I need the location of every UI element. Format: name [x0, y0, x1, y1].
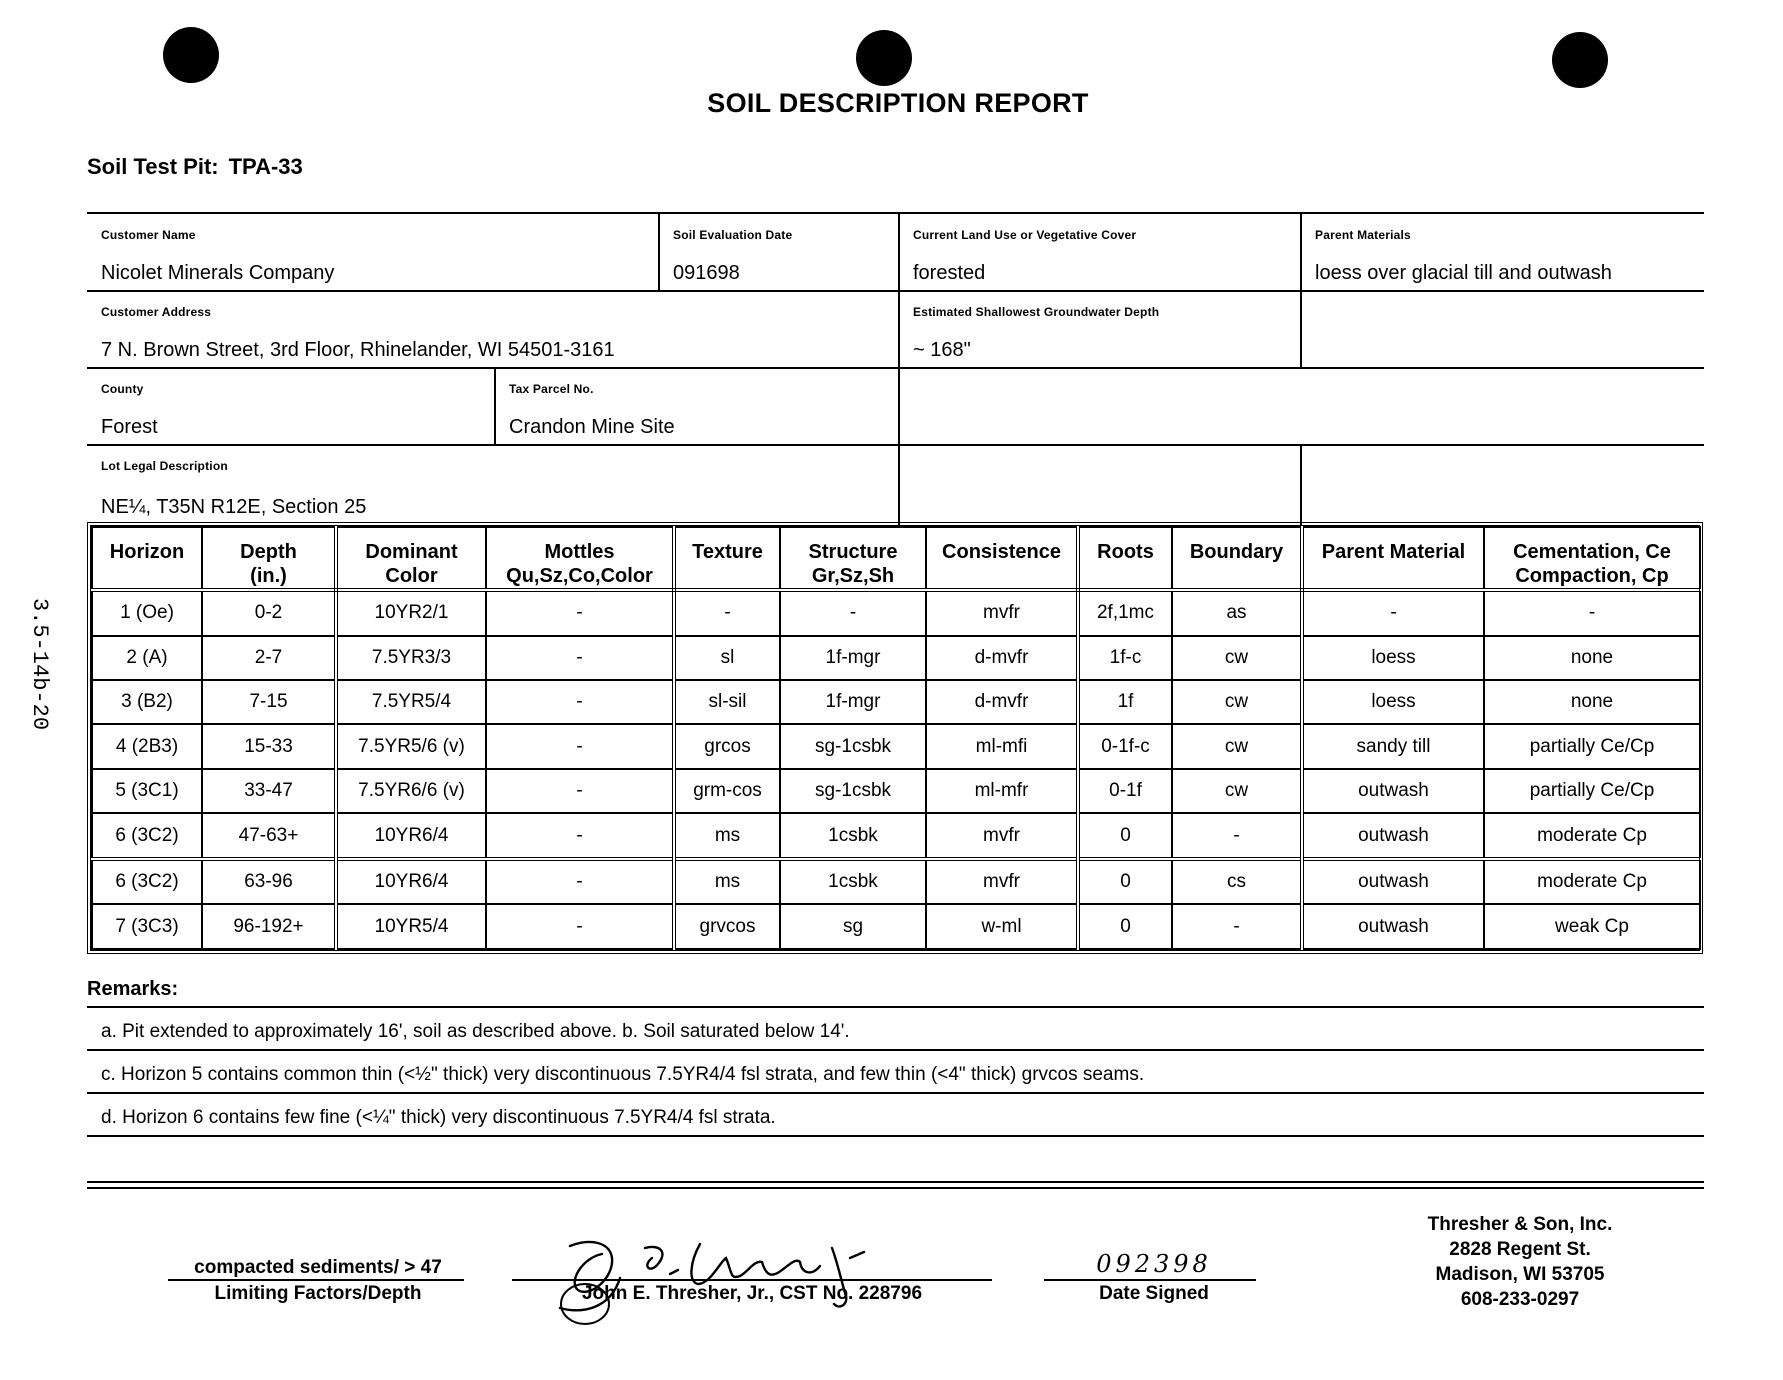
cell-cementation: none — [1484, 680, 1700, 724]
parent-materials-value: loess over glacial till and outwash — [1315, 262, 1612, 284]
cell-structure: sg-1csbk — [780, 769, 926, 813]
grid-line — [87, 444, 1704, 446]
table-row — [92, 680, 1700, 724]
county-cell — [87, 368, 495, 445]
cell-horizon: 5 (3C1) — [92, 769, 202, 813]
cell-depth: 0-2 — [202, 590, 336, 636]
cell-consistence: mvfr — [926, 590, 1078, 636]
cell-roots: 1f — [1078, 680, 1172, 724]
cell-mottles: - — [486, 680, 674, 724]
cell-roots: 1f-c — [1078, 636, 1172, 680]
cell-dominant-color: 7.5YR5/6 (v) — [336, 724, 486, 768]
cell-parent-material: outwash — [1302, 904, 1484, 949]
cell-parent-material: outwash — [1302, 859, 1484, 905]
remark-line-d: d. Horizon 6 contains few fine (<¼" thick) very discontinuous 7.5YR4/4 fsl strata. — [101, 1107, 776, 1128]
table-body — [92, 590, 1700, 949]
cell-boundary: - — [1172, 904, 1302, 949]
cell-cementation: partially Ce/Cp — [1484, 769, 1700, 813]
cell-parent-material: outwash — [1302, 769, 1484, 813]
cell-dominant-color: 7.5YR3/3 — [336, 636, 486, 680]
col-header-parent-material: Parent Material — [1302, 527, 1484, 590]
parent-materials-cell — [1301, 214, 1704, 291]
cell-depth: 33-47 — [202, 769, 336, 813]
col-header-horizon: Horizon — [92, 527, 202, 590]
table-row — [92, 813, 1700, 859]
grid-line — [898, 214, 900, 525]
cell-depth: 15-33 — [202, 724, 336, 768]
cell-structure: 1csbk — [780, 859, 926, 905]
remarks-rule — [87, 1135, 1704, 1137]
customer-address-value: 7 N. Brown Street, 3rd Floor, Rhinelander, WI 54501-3161 — [101, 339, 615, 361]
grid-line — [1300, 214, 1302, 368]
cell-mottles: - — [486, 724, 674, 768]
signature-text: John E. Thresher Jr. — [750, 1230, 758, 1231]
cell-texture: ms — [674, 813, 780, 859]
remark-line-c: c. Horizon 5 contains common thin (<½" thick) very discontinuous 7.5YR4/4 fsl strata, and few thin (<4" thick) grvcos seams. — [101, 1064, 1145, 1085]
cell-cementation: weak Cp — [1484, 904, 1700, 949]
parent-materials-label: Parent Materials — [1315, 228, 1411, 242]
groundwater-depth-value: ~ 168" — [913, 339, 971, 361]
col-header-cementation: Cementation, Ce Compaction, Cp — [1484, 527, 1700, 590]
col-header-texture: Texture — [674, 527, 780, 590]
evaluation-date-value: 091698 — [673, 262, 740, 284]
cell-dominant-color: 10YR6/4 — [336, 813, 486, 859]
cell-consistence: ml-mfi — [926, 724, 1078, 768]
table-row — [92, 636, 1700, 680]
remarks-rule — [87, 1006, 1704, 1008]
land-use-cell — [899, 214, 1301, 291]
grid-line — [87, 290, 1704, 292]
date-signed-value: 092398 — [1096, 1250, 1212, 1278]
customer-address-label: Customer Address — [101, 305, 212, 319]
cell-consistence: ml-mfr — [926, 769, 1078, 813]
company-city: Madison, WI 53705 — [1435, 1264, 1605, 1285]
signature-mark — [550, 1218, 930, 1328]
cell-horizon: 6 (3C2) — [92, 813, 202, 859]
cell-parent-material: outwash — [1302, 813, 1484, 859]
cell-boundary: cs — [1172, 859, 1302, 905]
cell-horizon: 6 (3C2) — [92, 859, 202, 905]
table-header-row — [92, 527, 1700, 590]
cell-parent-material: sandy till — [1302, 724, 1484, 768]
lot-legal-value: NE¼, T35N R12E, Section 25 — [101, 496, 367, 518]
customer-name-cell — [87, 214, 659, 291]
cell-horizon: 7 (3C3) — [92, 904, 202, 949]
cell-structure: sg — [780, 904, 926, 949]
page-title: SOIL DESCRIPTION REPORT — [707, 88, 1089, 118]
cell-texture: grm-cos — [674, 769, 780, 813]
grid-line — [1300, 445, 1302, 525]
cell-texture: sl — [674, 636, 780, 680]
evaluation-date-cell — [659, 214, 899, 291]
cell-mottles: - — [486, 813, 674, 859]
grid-line — [658, 214, 660, 291]
limiting-factors-label: Limiting Factors/Depth — [214, 1283, 422, 1304]
col-header-mottles: Mottles Qu,Sz,Co,Color — [486, 527, 674, 590]
cell-roots: 0-1f — [1078, 769, 1172, 813]
col-header-depth: Depth (in.) — [202, 527, 336, 590]
punch-hole-center — [856, 30, 912, 86]
cell-roots: 0 — [1078, 813, 1172, 859]
remarks-title: Remarks: — [87, 978, 179, 1000]
cell-roots: 0-1f-c — [1078, 724, 1172, 768]
land-use-label: Current Land Use or Vegetative Cover — [913, 228, 1137, 242]
cell-parent-material: - — [1302, 590, 1484, 636]
col-header-consistence: Consistence — [926, 527, 1078, 590]
tax-parcel-label: Tax Parcel No. — [509, 382, 594, 396]
cell-horizon: 1 (Oe) — [92, 590, 202, 636]
cell-texture: grcos — [674, 724, 780, 768]
double-rule — [87, 1181, 1704, 1183]
county-label: County — [101, 382, 144, 396]
soil-test-pit-label: Soil Test Pit: — [87, 154, 219, 179]
remarks-rule — [87, 1049, 1704, 1051]
company-name: Thresher & Son, Inc. — [1427, 1214, 1613, 1235]
groundwater-depth-cell — [899, 291, 1301, 368]
cell-texture: sl-sil — [674, 680, 780, 724]
soil-table — [91, 526, 1701, 950]
col-header-boundary: Boundary — [1172, 527, 1302, 590]
cell-mottles: - — [486, 904, 674, 949]
remark-line-a: a. Pit extended to approximately 16', soil as described above. b. Soil saturated below 14'. — [101, 1021, 850, 1042]
cell-consistence: mvfr — [926, 859, 1078, 905]
cell-structure: sg-1csbk — [780, 724, 926, 768]
company-phone: 608-233-0297 — [1460, 1289, 1580, 1310]
double-rule — [87, 1187, 1704, 1189]
tax-parcel-value: Crandon Mine Site — [509, 416, 675, 438]
date-signed-rule — [1044, 1279, 1256, 1281]
cell-structure: 1f-mgr — [780, 636, 926, 680]
company-street: 2828 Regent St. — [1449, 1239, 1591, 1260]
col-header-dominant-color: Dominant Color — [336, 527, 486, 590]
side-stamp: 3.5-14b-20 — [27, 598, 52, 731]
soil-horizon-table — [87, 522, 1703, 954]
cell-dominant-color: 10YR2/1 — [336, 590, 486, 636]
cell-mottles: - — [486, 769, 674, 813]
soil-test-pit — [87, 154, 303, 180]
cell-consistence: d-mvfr — [926, 680, 1078, 724]
cell-consistence: mvfr — [926, 813, 1078, 859]
cell-depth: 47-63+ — [202, 813, 336, 859]
cell-horizon: 4 (2B3) — [92, 724, 202, 768]
customer-name-label: Customer Name — [101, 228, 196, 242]
limiting-factors-rule — [168, 1279, 464, 1281]
table-row — [92, 590, 1700, 636]
cell-consistence: w-ml — [926, 904, 1078, 949]
limiting-factors-value: compacted sediments/ > 47 — [194, 1257, 442, 1278]
cell-cementation: moderate Cp — [1484, 859, 1700, 905]
customer-address-cell — [87, 291, 899, 368]
land-use-value: forested — [913, 262, 986, 284]
cell-boundary: cw — [1172, 769, 1302, 813]
grid-line — [87, 367, 1704, 369]
grid-line — [494, 368, 496, 445]
date-signed-label: Date Signed — [1099, 1283, 1209, 1304]
header-grid — [87, 212, 1704, 525]
cell-texture: - — [674, 590, 780, 636]
cell-mottles: - — [486, 636, 674, 680]
cell-boundary: - — [1172, 813, 1302, 859]
signature-rule — [512, 1279, 992, 1281]
company-block — [1380, 1212, 1660, 1312]
cell-boundary: cw — [1172, 680, 1302, 724]
cell-horizon: 2 (A) — [92, 636, 202, 680]
cell-dominant-color: 7.5YR6/6 (v) — [336, 769, 486, 813]
punch-hole-right — [1552, 32, 1608, 88]
tax-parcel-cell — [495, 368, 899, 445]
cell-mottles: - — [486, 590, 674, 636]
groundwater-depth-label: Estimated Shallowest Groundwater Depth — [913, 305, 1160, 319]
cell-roots: 0 — [1078, 859, 1172, 905]
table-row — [92, 859, 1700, 905]
cell-boundary: cw — [1172, 636, 1302, 680]
cell-depth: 63-96 — [202, 859, 336, 905]
customer-name-value: Nicolet Minerals Company — [101, 262, 335, 284]
cell-structure: 1csbk — [780, 813, 926, 859]
cell-cementation: partially Ce/Cp — [1484, 724, 1700, 768]
cell-dominant-color: 10YR6/4 — [336, 859, 486, 905]
cell-mottles: - — [486, 859, 674, 905]
cell-cementation: none — [1484, 636, 1700, 680]
cell-depth: 7-15 — [202, 680, 336, 724]
cell-roots: 2f,1mc — [1078, 590, 1172, 636]
cell-structure: 1f-mgr — [780, 680, 926, 724]
table-row — [92, 769, 1700, 813]
cell-dominant-color: 10YR5/4 — [336, 904, 486, 949]
lot-legal-cell — [87, 445, 899, 525]
evaluation-date-label: Soil Evaluation Date — [673, 228, 793, 242]
col-header-roots: Roots — [1078, 527, 1172, 590]
lot-legal-label: Lot Legal Description — [101, 459, 228, 473]
cell-consistence: d-mvfr — [926, 636, 1078, 680]
cell-cementation: - — [1484, 590, 1700, 636]
remarks-rule — [87, 1092, 1704, 1094]
cell-cementation: moderate Cp — [1484, 813, 1700, 859]
cell-boundary: cw — [1172, 724, 1302, 768]
table-row — [92, 724, 1700, 768]
col-header-structure: Structure Gr,Sz,Sh — [780, 527, 926, 590]
cell-texture: grvcos — [674, 904, 780, 949]
county-value: Forest — [101, 416, 158, 438]
soil-test-pit-value: TPA-33 — [228, 154, 303, 179]
cell-depth: 96-192+ — [202, 904, 336, 949]
table-row — [92, 904, 1700, 949]
cell-texture: ms — [674, 859, 780, 905]
cell-parent-material: loess — [1302, 680, 1484, 724]
cell-boundary: as — [1172, 590, 1302, 636]
cell-dominant-color: 7.5YR5/4 — [336, 680, 486, 724]
punch-hole-left — [163, 27, 219, 83]
cell-structure: - — [780, 590, 926, 636]
cell-depth: 2-7 — [202, 636, 336, 680]
signer-name: John E. Thresher, Jr., CST No. 228796 — [581, 1283, 923, 1304]
cell-parent-material: loess — [1302, 636, 1484, 680]
cell-roots: 0 — [1078, 904, 1172, 949]
cell-horizon: 3 (B2) — [92, 680, 202, 724]
